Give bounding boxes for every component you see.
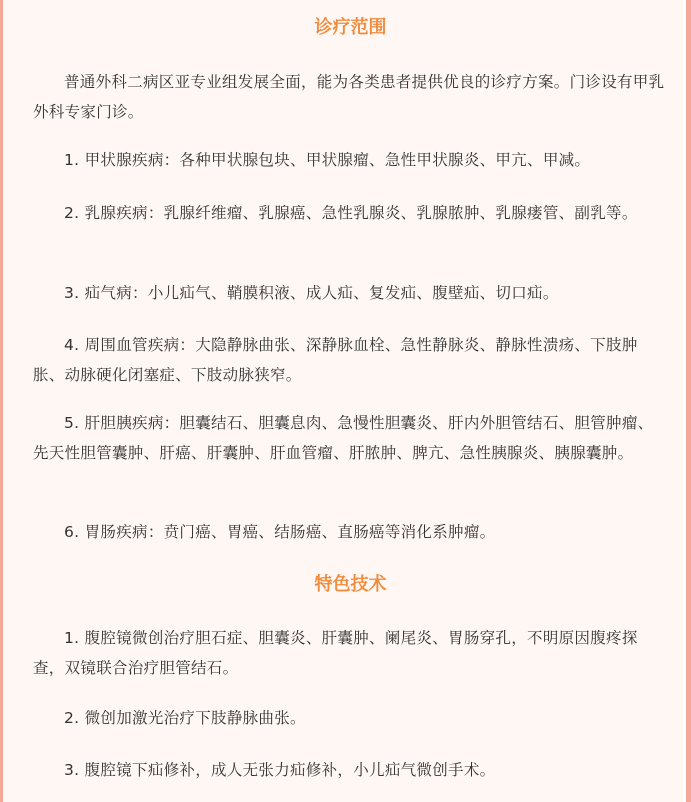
scope-item: 6. 胃肠疾病：贲门癌、胃癌、结肠癌、直肠癌等消化系肿瘤。 <box>64 523 496 541</box>
tech-item: 2. 微创加激光治疗下肢静脉曲张。 <box>64 709 306 727</box>
section-heading-scope: 诊疗范围 <box>314 17 387 38</box>
scope-item: 5. 肝胆胰疾病：胆囊结石、胆囊息肉、急慢性胆囊炎、肝内外胆管结石、胆管肿瘤、先天性胆管囊肿、肝癌、肝囊肿、肝血管瘤、肝脓肿、脾亢、急性胰腺炎、胰腺囊肿。 <box>33 414 654 462</box>
scope-item: 1. 甲状腺疾病：各种甲状腺包块、甲状腺瘤、急性甲状腺炎、甲亢、甲减。 <box>64 151 591 169</box>
section-heading-tech: 特色技术 <box>314 574 387 595</box>
tech-item: 3. 腹腔镜下疝修补，成人无张力疝修补，小儿疝气微创手术。 <box>64 761 496 779</box>
scope-item: 3. 疝气病：小儿疝气、鞘膜积液、成人疝、复发疝、腹壁疝、切口疝。 <box>64 284 559 302</box>
right-border-stripe <box>686 0 691 802</box>
intro-paragraph: 普通外科二病区亚专业组发展全面，能为各类患者提供优良的诊疗方案。门诊设有甲乳外科专家门诊。 <box>33 73 665 121</box>
scope-item: 2. 乳腺疾病：乳腺纤维瘤、乳腺癌、急性乳腺炎、乳腺脓肿、乳腺瘘管、副乳等。 <box>64 204 638 222</box>
left-border-stripe <box>0 0 3 802</box>
scope-item: 4. 周围血管疾病：大隐静脉曲张、深静脉血栓、急性静脉炎、静脉性溃疡、下肢肿胀、动脉硬化闭塞症、下肢动脉狭窄。 <box>33 336 638 384</box>
tech-item: 1. 腹腔镜微创治疗胆石症、胆囊炎、肝囊肿、阑尾炎、胃肠穿孔，不明原因腹疼探查，双镜联合治疗胆管结石。 <box>33 629 638 677</box>
